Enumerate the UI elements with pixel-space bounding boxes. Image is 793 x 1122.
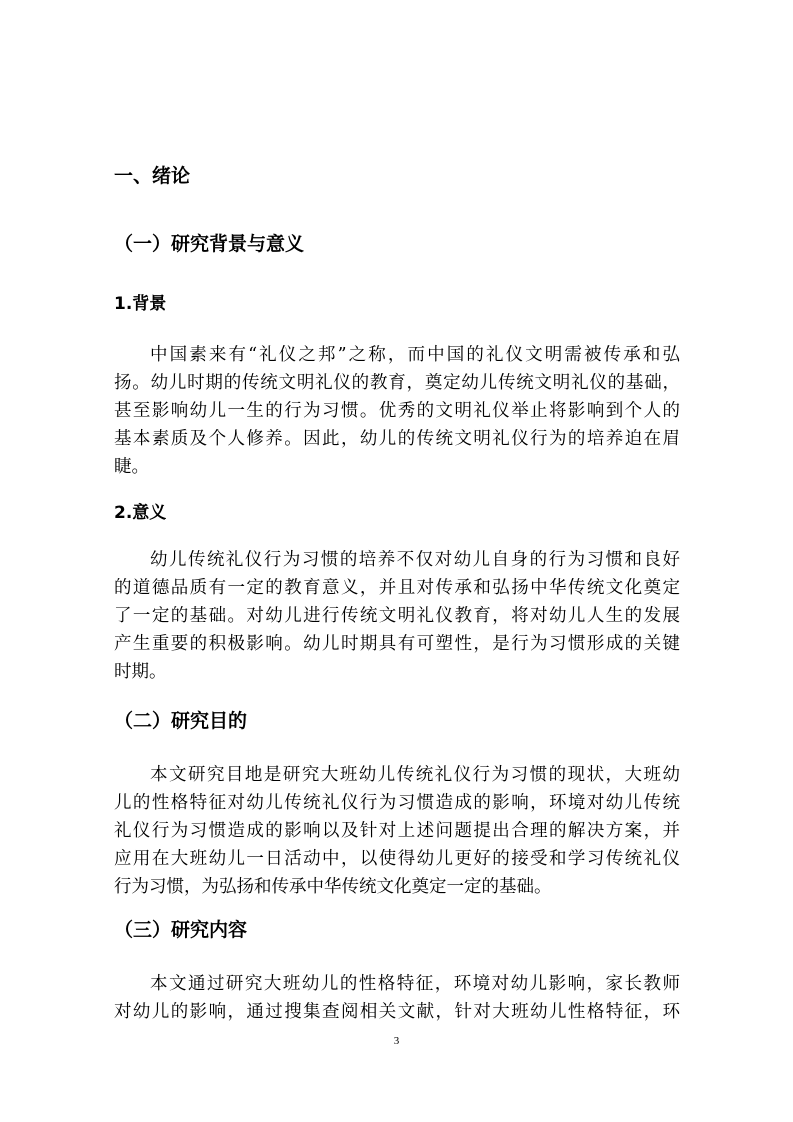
- paragraph-line: 中国素来有“礼仪之邦”之称，而中国的礼仪文明需被传承和弘: [150, 345, 680, 365]
- paragraph-significance: [114, 546, 680, 686]
- subsection-heading-significance: 2.意义: [114, 503, 167, 523]
- subsection-heading-background: 1.背景: [114, 294, 167, 314]
- paragraph-line: 时期。: [114, 662, 167, 682]
- page-number: 3: [393, 1035, 400, 1047]
- paragraph-background: [114, 341, 680, 481]
- paragraph-line: 应用在大班幼儿一日活动中，以使得幼儿更好的接受和学习传统礼仪: [114, 849, 680, 869]
- paragraph-line: 睫。: [114, 457, 149, 477]
- paragraph-line: 对幼儿的影响，通过搜集查阅相关文献，针对大班幼儿性格特征，环: [114, 1002, 680, 1022]
- paragraph-line: 本文通过研究大班幼儿的性格特征，环境对幼儿影响，家长教师: [150, 974, 680, 994]
- paragraph-content: [114, 970, 680, 1026]
- section-heading-purpose: （二）研究目的: [114, 710, 248, 732]
- paragraph-line: 甚至影响幼儿一生的行为习惯。优秀的文明礼仪举止将影响到个人的: [114, 401, 680, 421]
- section-heading-content: （三）研究内容: [114, 919, 248, 941]
- paragraph-line: 扬。幼儿时期的传统文明礼仪的教育，奠定幼儿传统文明礼仪的基础，: [114, 373, 680, 393]
- paragraph-line: 儿的性格特征对幼儿传统礼仪行为习惯造成的影响，环境对幼儿传统: [114, 793, 680, 813]
- paragraph-line: 的道德品质有一定的教育意义，并且对传承和弘扬中华传统文化奠定: [114, 578, 680, 598]
- chapter-heading: 一、绪论: [114, 165, 191, 187]
- paragraph-line: 了一定的基础。对幼儿进行传统文明礼仪教育，将对幼儿人生的发展: [114, 606, 680, 626]
- paragraph-purpose: [114, 761, 680, 901]
- paragraph-line: 产生重要的积极影响。幼儿时期具有可塑性，是行为习惯形成的关键: [114, 634, 680, 654]
- paragraph-line: 幼儿传统礼仪行为习惯的培养不仅对幼儿自身的行为习惯和良好: [150, 550, 680, 570]
- paragraph-line: 行为习惯，为弘扬和传承中华传统文化奠定一定的基础。: [114, 877, 552, 897]
- section-heading-background-significance: （一）研究背景与意义: [114, 233, 305, 255]
- paragraph-line: 基本素质及个人修养。因此，幼儿的传统文明礼仪行为的培养迫在眉: [114, 429, 680, 449]
- paragraph-line: 本文研究目地是研究大班幼儿传统礼仪行为习惯的现状，大班幼: [150, 765, 680, 785]
- paragraph-line: 礼仪行为习惯造成的影响以及针对上述问题提出合理的解决方案，并: [114, 821, 680, 841]
